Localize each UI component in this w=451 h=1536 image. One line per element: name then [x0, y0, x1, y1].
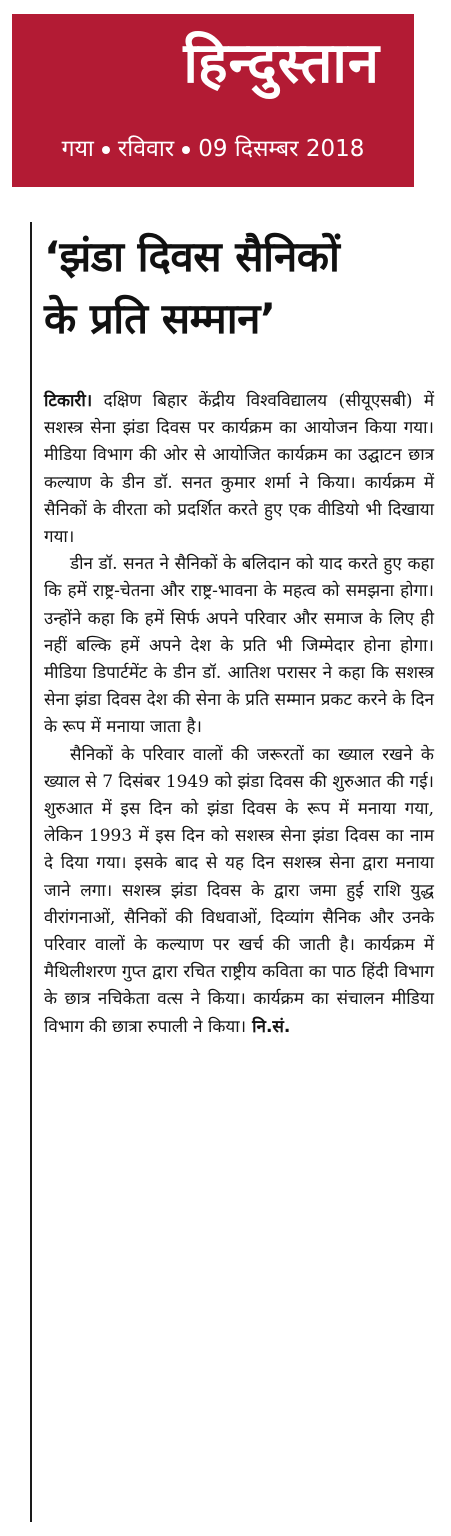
bullet-dot-icon — [102, 146, 110, 154]
masthead-banner — [12, 14, 414, 187]
article-headline — [44, 226, 444, 350]
paragraph-3-text: सैनिकों के परिवार वालों की जरूरतों का ख्याल रखने के ख्याल से 7 दिसंबर 1949 को झंडा दिवस की शुरुआत की गई। शुरुआत में इस दिन को झंडा दिवस के रूप में मनाया गया, लेकिन 1993 में इस दिन को सशस्त्र सेना झंडा दिवस का नाम दे दिया गया। इसके बाद से यह दिन सशस्त्र सेना द्वारा मनाया जाने लगा। सशस्त्र झंडा दिवस के द्वारा जमा हुई राशि युद्ध वीरांगनाओं, सैनिकों की विधवाओं, दिव्यांग सैनिक और उनके परिवार वालों के कल्याण पर खर्च की जाती है। कार्यक्रम में मैथिलीशरण गुप्त द्वारा रचित राष्ट्रीय कविता का पाठ हिंदी विभाग के छात्र नचिकेता वत्स ने किया। कार्यक्रम का संचालन मीडिया विभाग की छात्रा रुपाली ने किया। — [44, 744, 434, 1037]
column-rule — [30, 222, 32, 1522]
headline-line-1: ‘झंडा दिवस सैनिकों — [44, 232, 340, 281]
edition-city: गया — [61, 136, 94, 162]
article-paragraph-3 — [44, 742, 434, 1041]
article-dateline: टिकारी। — [44, 391, 93, 411]
edition-day: रविवार — [117, 136, 175, 162]
article-paragraph-2: डीन डॉ. सनत ने सैनिकों के बलिदान को याद करते हुए कहा कि हमें राष्ट्र-चेतना और राष्ट्र-भावना के महत्व को समझना होगा। उन्होंने कहा कि हमें सिर्फ अपने परिवार और समाज के लिए ही नहीं बल्कि हमें अपने देश के प्रति भी जिम्मेदार होना होगा। मीडिया डिपार्टमेंट के डीन डॉ. आतिश परासर ने कहा कि सशस्त्र सेना झंडा दिवस देश की सेना के प्रति सम्मान प्रकट करने के दिन के रूप में मनाया जाता है। — [44, 554, 434, 738]
headline-line-2: के प्रति सम्मान’ — [44, 294, 276, 343]
edition-dateline — [12, 132, 414, 166]
edition-date: 09 दिसम्बर 2018 — [198, 136, 365, 162]
bullet-dot-icon — [182, 146, 190, 154]
newspaper-name: हिन्दुस्तान — [183, 31, 380, 96]
article-body — [44, 388, 434, 1041]
article-paragraph-1 — [44, 388, 434, 551]
paragraph-1-text: दक्षिण बिहार केंद्रीय विश्वविद्यालय (सीयूएसबी) में सशस्त्र सेना झंडा दिवस पर कार्यक्रम का आयोजन किया गया। मीडिया विभाग की ओर से आयोजित कार्यक्रम का उद्घाटन छात्र कल्याण के डीन डॉ. सनत कुमार शर्मा ने किया। कार्यक्रम में सैनिकों के वीरता को प्रदर्शित करते हुए एक वीडियो भी दिखाया गया। — [44, 391, 435, 548]
reporter-credit: नि.सं. — [252, 1016, 291, 1037]
